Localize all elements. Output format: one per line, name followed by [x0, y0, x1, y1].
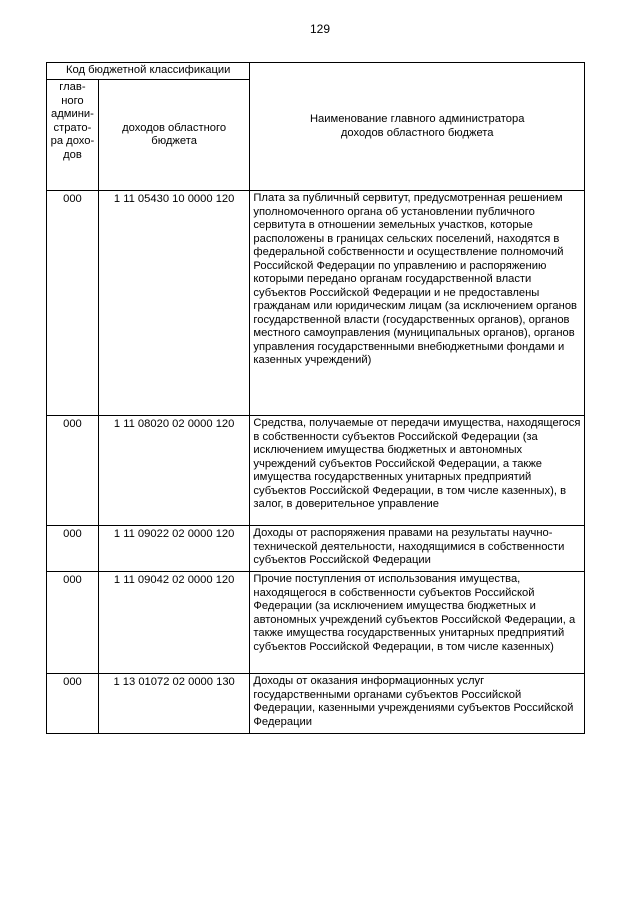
header-regional-income-text: доходов областного бюджета	[122, 121, 227, 147]
table-row	[47, 674, 585, 734]
income-name-cell: Доходы от оказания информационных услуг государственными органами субъектов Российской Федерации, казенными учреждениями субъектов Российской Федерации	[250, 674, 585, 734]
income-code-cell: 1 11 05430 10 0000 120	[98, 191, 250, 416]
admin-code-cell: 000	[47, 191, 99, 416]
table-row	[47, 416, 585, 526]
table-header-row-group	[47, 63, 585, 80]
header-chief-administrator	[47, 80, 99, 191]
table-row	[47, 572, 585, 674]
header-budget-classification-code: Код бюджетной классификации	[47, 63, 250, 80]
income-name-cell: Плата за публичный сервитут, предусмотренная решением уполномоченного органа об установлении публичного сервитута в отношении земельных участков, которые расположены в границах сельских поселений, находятся в федеральной собственности и осуществление полномочий Российской Федерации по управлению и распоряжению которыми передано органам государственной власти субъектов Российской Федерации и не предоставлены гражданам или юридическим лицам (за исключением органов государственной власти (государственных органов), органов местного самоуправления (муниципальных органов), органов управления государственными внебюджетными фондами и казенных учреждений)	[250, 191, 585, 416]
header-chief-administrator-text: глав- ного админи- страто- ра дохо- дов	[50, 81, 95, 161]
budget-classification-table	[46, 62, 585, 734]
income-name-cell: Прочие поступления от использования имущества, находящегося в собственности субъектов Российской Федерации (за исключением имущества бюджетных и автономных учреждений субъектов Российской Федерации, а также имущества государственных унитарных предприятий субъектов Российской Федерации, в том числе казенных)	[250, 572, 585, 674]
table-row	[47, 191, 585, 416]
income-name-cell: Средства, получаемые от передачи имущества, находящегося в собственности субъектов Российской Федерации (за исключением имущества бюджетных и автономных учреждений субъектов Российской Федерации, а также имущества государственных унитарных предприятий субъектов Российской Федерации, в том числе казенных), в залог, в доверительное управление	[250, 416, 585, 526]
income-code-cell: 1 13 01072 02 0000 130	[98, 674, 250, 734]
header-administrator-name	[250, 63, 585, 191]
page-number: 129	[309, 22, 331, 36]
income-code-cell: 1 11 09022 02 0000 120	[98, 526, 250, 572]
admin-code-cell: 000	[47, 416, 99, 526]
admin-code-cell: 000	[47, 572, 99, 674]
header-administrator-name-text: Наименование главного администратора доходов областного бюджета	[309, 113, 525, 139]
header-regional-income	[98, 80, 250, 191]
table-row	[47, 526, 585, 572]
income-code-cell: 1 11 08020 02 0000 120	[98, 416, 250, 526]
income-name-cell: Доходы от распоряжения правами на результаты научно-технической деятельности, находящимися в собственности субъектов Российской Федерации	[250, 526, 585, 572]
admin-code-cell: 000	[47, 674, 99, 734]
admin-code-cell: 000	[47, 526, 99, 572]
income-code-cell: 1 11 09042 02 0000 120	[98, 572, 250, 674]
